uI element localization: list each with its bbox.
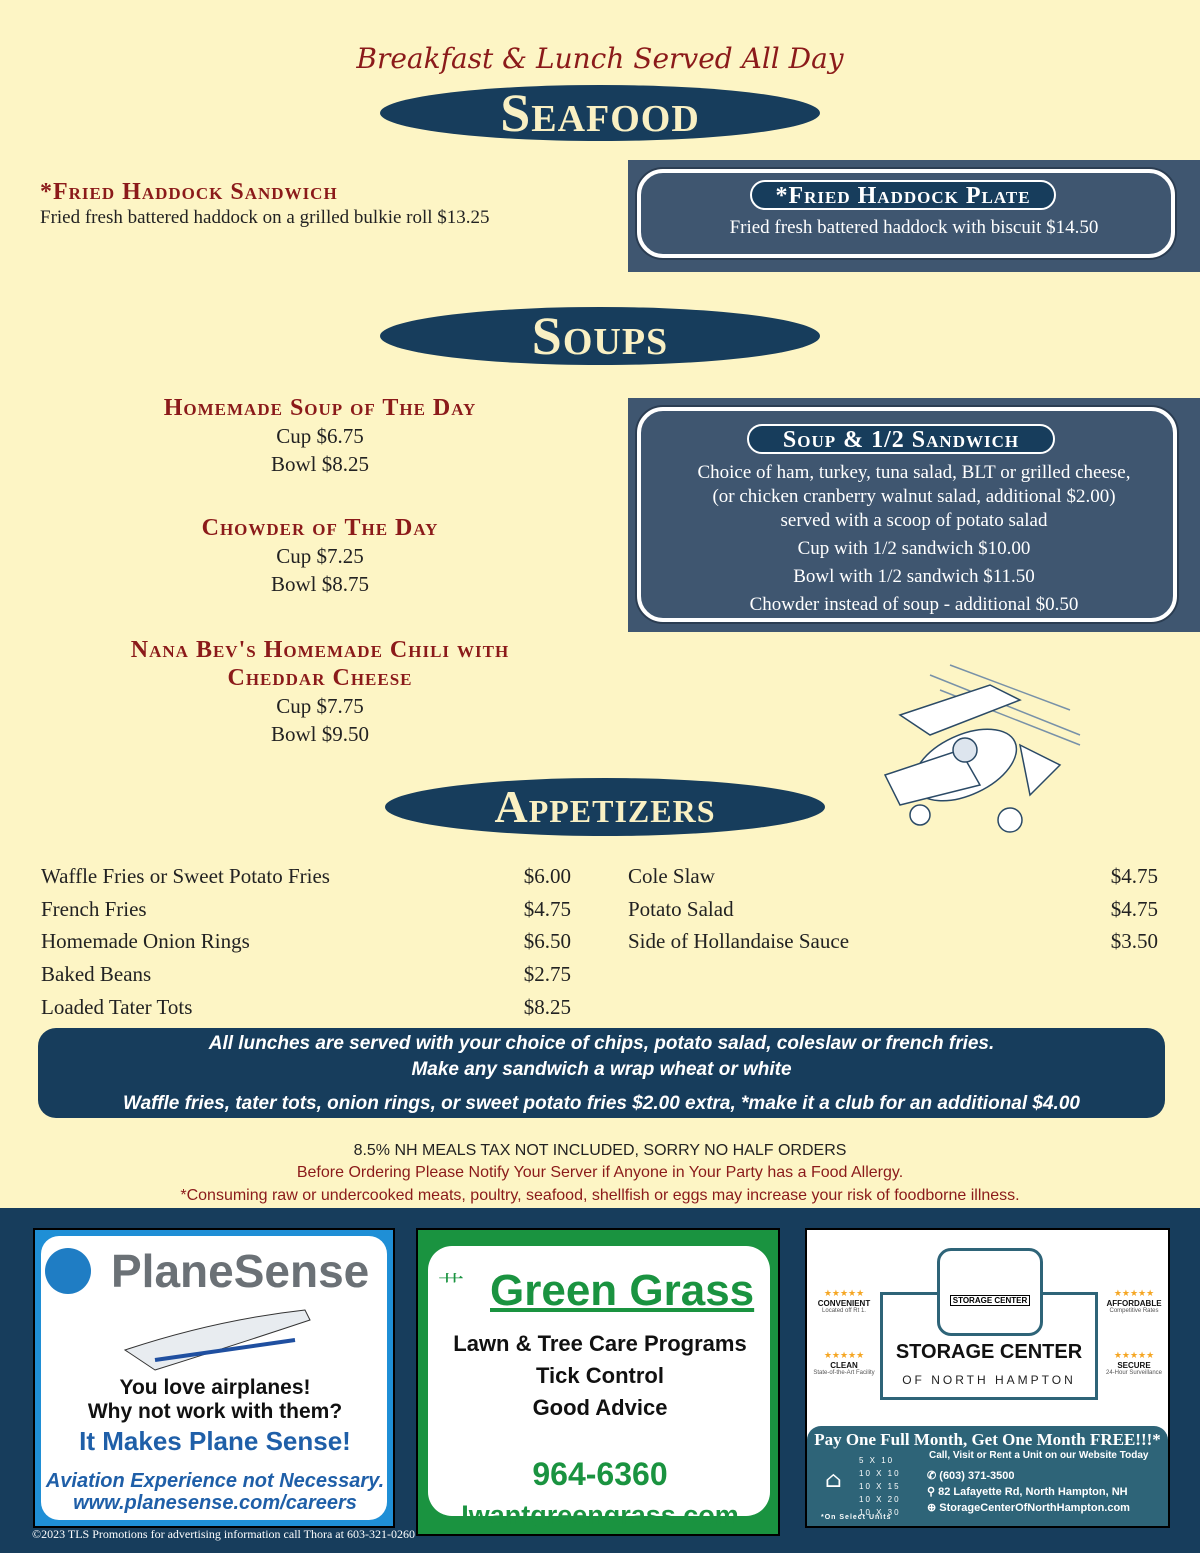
ad-slogan: It Makes Plane Sense! (79, 1426, 351, 1456)
appetizer-name: Loaded Tater Tots (41, 994, 193, 1019)
storage-ad[interactable]: STORAGE CENTER STORAGE CENTER OF NORTH HAMPTON ★★★★★ CONVENIENT Located off Rt 1. ★★★★★ AFFORDABLE Competitive Rates ★★★★★ CLEAN State-of-the-Art Facility ★★★★★ SECURE 24-Hour Surveillance Pay One Full Month, Get One Month FREE!!!* 5 X 10 10 X 10 10 X 15 10 X 20 10 X 30 *On Select Units ⌂ Call, Visit or Rent a Unit on our Website Today ✆ (603) 371-3500 ⚲ 82 Lafayette Rd, North Hampton, NH ⊕ StorageCenterOfNorthHampton.com (805, 1228, 1170, 1528)
airplane-illustration (870, 655, 1100, 845)
tagline: Breakfast & Lunch Served All Day (356, 42, 844, 75)
greengrass-ad[interactable]: ⺾ Green Grass Lawn & Tree Care Programs Tick Control Good Advice 964-6360 Iwantgreengrass.com (416, 1228, 780, 1536)
tax-note: 8.5% NH MEALS TAX NOT INCLUDED, SORRY NO HALF ORDERS (353, 1142, 847, 1159)
appetizer-name: Potato Salad (628, 896, 734, 921)
grass-icon: ⺾ (438, 1271, 465, 1301)
appetizer-price: $6.00 (523, 864, 571, 888)
appetizer-row (628, 927, 1158, 960)
unit-size: 10 X 30 (859, 1508, 901, 1517)
unit-size: 10 X 10 (859, 1469, 901, 1478)
appetizer-name: Homemade Onion Rings (41, 929, 250, 954)
price-bowl: Bowl $9.50 (270, 722, 369, 746)
price-bowl: Bowl $8.25 (270, 452, 369, 476)
appetizer-price: $2.75 (523, 962, 571, 987)
appetizer-name: Baked Beans (41, 962, 152, 987)
unit-size: 10 X 20 (859, 1495, 901, 1504)
storage-promo: Pay One Full Month, Get One Month FREE!!!* 5 X 10 10 X 10 10 X 15 10 X 20 10 X 30 *On Select Units ⌂ Call, Visit or Rent a Unit on our Website Today ✆ (603) 371-3500 ⚲ 82 Lafayette Rd, North Hampton, NH ⊕ StorageCenterOfNorthHampton.com (807, 1426, 1168, 1526)
ad-url[interactable]: www.planesense.com/careers (73, 1492, 357, 1514)
appetizer-name: French Fries (41, 896, 147, 921)
soup-item (70, 395, 570, 478)
appetizer-price: $8.25 (523, 994, 571, 1019)
appetizer-price: $3.50 (1110, 929, 1158, 954)
appetizer-row (628, 895, 1158, 928)
soups-heading: Soups (380, 307, 820, 365)
item-title: *Fried Haddock Sandwich (40, 179, 338, 205)
appetizer-price: $4.75 (1110, 896, 1158, 921)
unit-size: 10 X 15 (859, 1482, 901, 1491)
price-cup: Cup $6.75 (276, 424, 364, 448)
item-title: Homemade Soup of The Day (163, 395, 477, 421)
appetizers-heading: Appetizers (385, 778, 825, 836)
item-desc: Fried fresh battered haddock with biscuit $14.50 (729, 217, 1099, 238)
allergy-note: Before Ordering Please Notify Your Server if Anyone in Your Party has a Food Allergy. (296, 1164, 904, 1181)
appetizer-row (41, 993, 571, 1026)
storage-feature: ★★★★★ SECURE 24-Hour Surveillance (1099, 1350, 1169, 1376)
price-cup: Cup $7.75 (276, 694, 364, 718)
item-title: Chowder of The Day (201, 515, 439, 541)
appetizer-row (628, 862, 1158, 895)
storage-feature: ★★★★★ AFFORDABLE Competitive Rates (1099, 1288, 1169, 1314)
ad-brand: PlaneSense (111, 1245, 370, 1297)
lunch-info-banner: All lunches are served with your choice of chips, potato salad, coleslaw or french fries. Make any sandwich a wrap wheat or white Waffle fries, tater tots, onion rings, or sweet potato fries $2.00 extra, *make it a club for an additional $4.00 (38, 1028, 1165, 1118)
item-title: Soup & 1/2 Sandwich (747, 424, 1055, 454)
appetizer-row (41, 960, 571, 993)
location-icon: ⚲ (927, 1486, 939, 1498)
item-title: Nana Bev's Homemade Chili with (130, 637, 510, 663)
appetizer-row (41, 862, 571, 895)
appetizer-price: $4.75 (523, 896, 571, 921)
seafood-heading: Seafood (380, 85, 820, 141)
stars-icon: ★★★★★ (823, 1350, 865, 1360)
storage-feature: ★★★★★ CLEAN State-of-the-Art Facility (809, 1350, 879, 1376)
price-cup: Cup $7.25 (276, 544, 364, 568)
stars-icon: ★★★★★ (1113, 1288, 1155, 1298)
appetizer-list-right (628, 862, 1158, 960)
appetizer-list-left (41, 862, 571, 1025)
storage-logo: STORAGE CENTER (950, 1295, 1030, 1306)
copyright: ©2023 TLS Promotions for advertising information call Thora at 603-321-0260 (32, 1527, 415, 1541)
ad-url[interactable]: Iwantgreengrass.com (461, 1500, 739, 1530)
soup-item (70, 636, 570, 748)
appetizer-name: Cole Slaw (628, 864, 715, 888)
item-desc: Fried fresh battered haddock on a grilled bulkie roll $13.25 (40, 207, 490, 228)
globe-icon: ⊕ (927, 1502, 940, 1514)
item-title: Cheddar Cheese (227, 665, 413, 691)
appetizer-price: $6.50 (523, 929, 571, 954)
unit-size: 5 X 10 (859, 1456, 895, 1465)
appetizer-row (41, 927, 571, 960)
home-icon: ⌂ (825, 1468, 842, 1493)
appetizer-name: Side of Hollandaise Sauce (628, 929, 850, 954)
appetizer-name: Waffle Fries or Sweet Potato Fries (41, 864, 330, 888)
ads-footer (0, 1208, 1200, 1553)
soup-sandwich-box (628, 398, 1200, 632)
ad-brand: Green Grass (490, 1266, 755, 1315)
planesense-ad[interactable]: PlaneSense You love airplanes! Why not work with them? It Makes Plane Sense! Aviation Experience not Necessary. www.planesense.com/careers (33, 1228, 395, 1528)
stars-icon: ★★★★★ (823, 1288, 865, 1298)
stars-icon: ★★★★★ (1113, 1350, 1155, 1360)
appetizer-price: $4.75 (1110, 864, 1158, 888)
soup-item (70, 515, 570, 598)
health-warning: *Consuming raw or undercooked meats, poultry, seafood, shellfish or eggs may increase your risk of foodborne illness. (180, 1187, 1020, 1204)
ad-phone: 964-6360 (532, 1456, 668, 1492)
storage-feature: ★★★★★ CONVENIENT Located off Rt 1. (809, 1288, 879, 1314)
planesense-logo-icon (45, 1248, 91, 1294)
phone-icon: ✆ (927, 1470, 940, 1482)
appetizer-row (41, 895, 571, 928)
price-bowl: Bowl $8.75 (270, 572, 369, 596)
airplane-icon (115, 1300, 315, 1380)
combo-desc: Choice of ham, turkey, tuna salad, BLT or grilled cheese, (or chicken cranberry walnut salad, additional $2.00) served with a scoop of potato salad Cup with 1/2 sandwich $10.00 Bowl with 1/2 sandwich $11.50 Chowder instead of soup - additional $0.50 (697, 462, 1131, 615)
haddock-plate-box (628, 160, 1200, 272)
item-title: *Fried Haddock Plate (750, 180, 1056, 210)
